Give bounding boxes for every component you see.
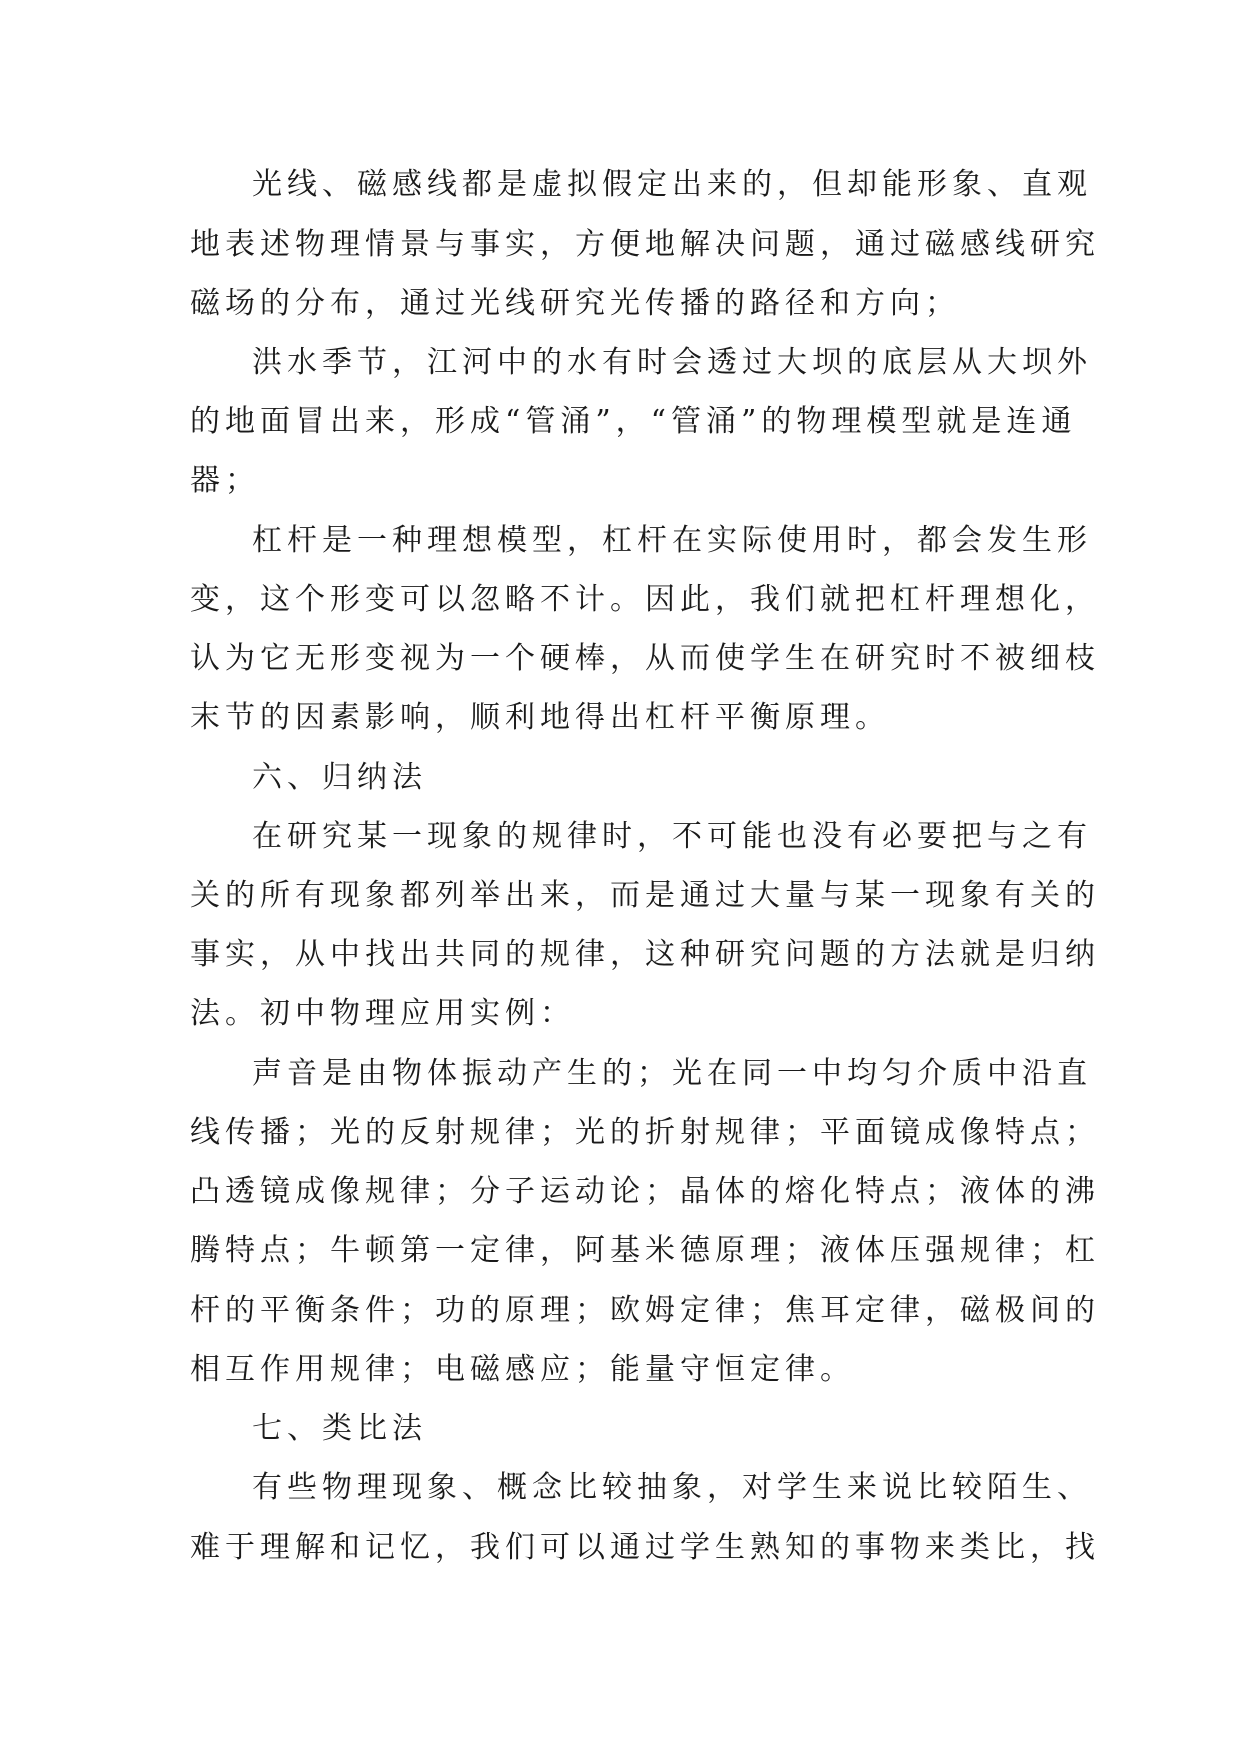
- paragraph-line: 法。初中物理应用实例：: [190, 996, 575, 1031]
- paragraph-line: 变，这个形变可以忽略不计。因此，我们就把杠杆理想化，: [190, 582, 1100, 617]
- paragraph-line: 杠杆是一种理想模型，杠杆在实际使用时，都会发生形: [252, 523, 1092, 558]
- paragraph-line: 地表述物理情景与事实，方便地解决问题，通过磁感线研究: [190, 227, 1100, 262]
- section-heading: 七、类比法: [252, 1411, 427, 1446]
- paragraph-line: 器；: [190, 463, 260, 498]
- paragraph-line: 认为它无形变视为一个硬棒，从而使学生在研究时不被细枝: [190, 641, 1100, 676]
- paragraph-line: 难于理解和记忆，我们可以通过学生熟知的事物来类比，找: [190, 1530, 1100, 1565]
- paragraph-line: 相互作用规律；电磁感应；能量守恒定律。: [190, 1352, 855, 1387]
- paragraph-line: 声音是由物体振动产生的；光在同一中均匀介质中沿直: [252, 1056, 1092, 1091]
- paragraph-line: 磁场的分布，通过光线研究光传播的路径和方向；: [190, 286, 960, 321]
- paragraph-line: 杆的平衡条件；功的原理；欧姆定律；焦耳定律，磁极间的: [190, 1293, 1100, 1328]
- paragraph-line: 有些物理现象、概念比较抽象，对学生来说比较陌生、: [252, 1470, 1092, 1505]
- section-heading: 六、归纳法: [252, 760, 427, 795]
- paragraph-line: 线传播；光的反射规律；光的折射规律；平面镜成像特点；: [190, 1115, 1100, 1150]
- paragraph-line: 关的所有现象都列举出来，而是通过大量与某一现象有关的: [190, 878, 1100, 913]
- paragraph-line: 的地面冒出来，形成“管涌”，“管涌”的物理模型就是连通: [190, 404, 1077, 439]
- paragraph-line: 凸透镜成像规律；分子运动论；晶体的熔化特点；液体的沸: [190, 1174, 1100, 1209]
- paragraph-line: 事实，从中找出共同的规律，这种研究问题的方法就是归纳: [190, 937, 1100, 972]
- paragraph-line: 在研究某一现象的规律时，不可能也没有必要把与之有: [252, 819, 1092, 854]
- paragraph-line: 光线、磁感线都是虚拟假定出来的，但却能形象、直观: [252, 167, 1092, 202]
- paragraph-line: 腾特点；牛顿第一定律，阿基米德原理；液体压强规律；杠: [190, 1233, 1100, 1268]
- paragraph-line: 末节的因素影响，顺利地得出杠杆平衡原理。: [190, 700, 890, 735]
- paragraph-line: 洪水季节，江河中的水有时会透过大坝的底层从大坝外: [252, 345, 1092, 380]
